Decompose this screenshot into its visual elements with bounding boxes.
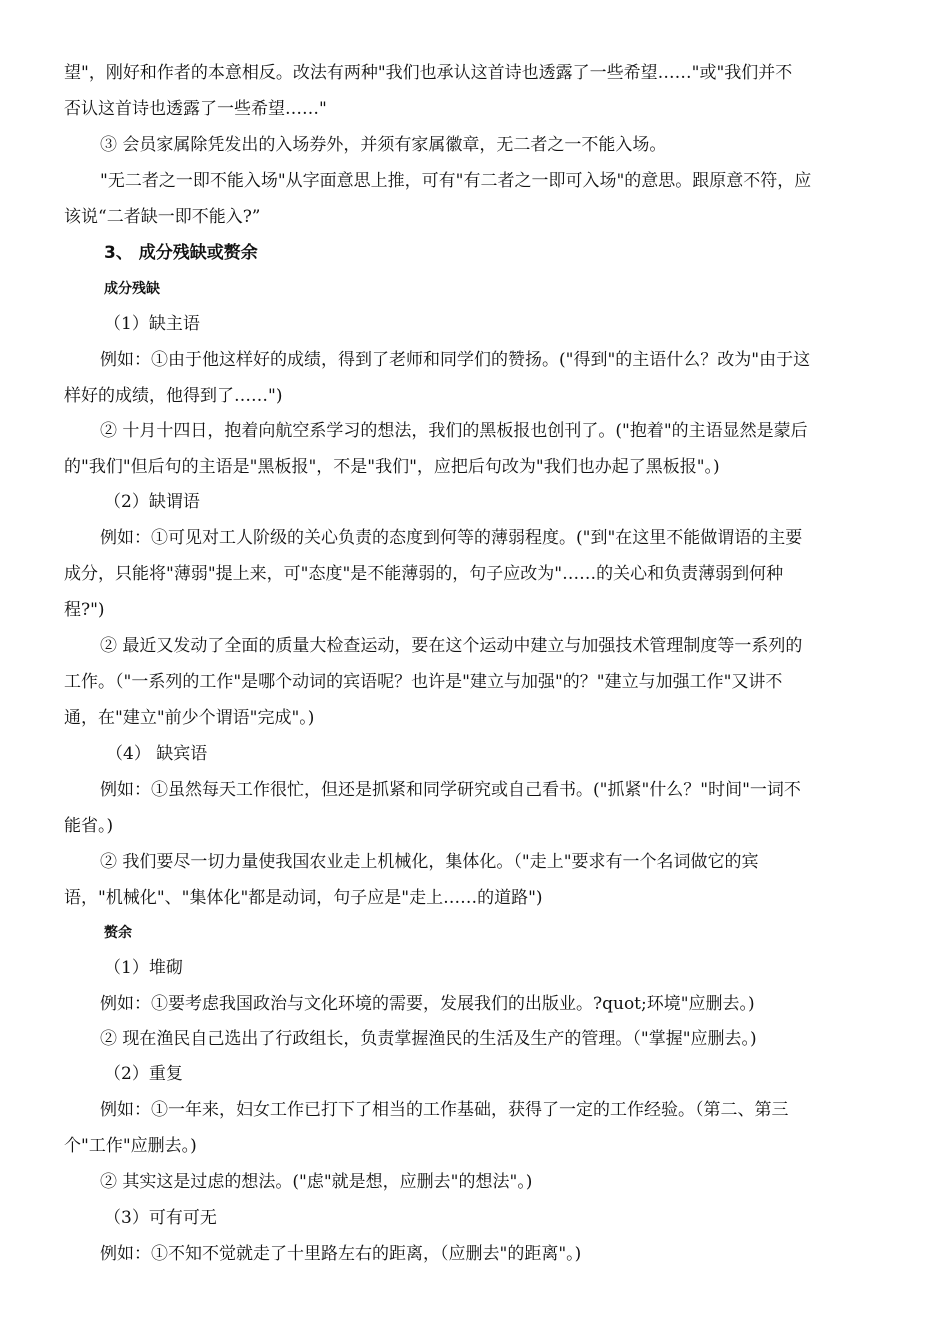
text-line: ③ 会员家属除凭发出的入场券外，并须有家属徽章，无二者之一不能入场。 bbox=[100, 135, 667, 155]
text-line: 望"，刚好和作者的本意相反。改法有两种"我们也承认这首诗也透露了一些希望……"或"我们并不 bbox=[64, 63, 793, 83]
text-line: ② 最近又发动了全面的质量大检查运动，要在这个运动中建立与加强技术管理制度等一系列的 bbox=[100, 636, 803, 656]
text-line: 否认这首诗也透露了一些希望……" bbox=[64, 99, 327, 119]
item-heading: （3）可有可无 bbox=[104, 1208, 217, 1228]
text-line: ② 其实这是过虑的想法。("虑"就是想，应删去"的想法"。) bbox=[100, 1172, 533, 1192]
section-heading: 3、 成分残缺或赘余 bbox=[104, 243, 258, 263]
text-line: 样好的成绩，他得到了……") bbox=[64, 386, 283, 406]
subsection-heading: 赘余 bbox=[104, 925, 132, 941]
text-line: 例如：①可见对工人阶级的关心负责的态度到何等的薄弱程度。("到"在这里不能做谓语的主要 bbox=[100, 528, 803, 548]
text-line: 通，在"建立"前少个谓语"完成"。) bbox=[64, 708, 315, 728]
item-heading: （4） 缺宾语 bbox=[106, 744, 208, 764]
text-line: 例如：①由于他这样好的成绩，得到了老师和同学们的赞扬。("得到"的主语什么？改为"由于这 bbox=[100, 350, 811, 370]
text-line: ② 现在渔民自己选出了行政组长，负责掌握渔民的生活及生产的管理。（"掌握"应删去。) bbox=[100, 1029, 757, 1049]
text-line: 例如：①虽然每天工作很忙，但还是抓紧和同学研究或自己看书。("抓紧"什么？"时间"一词不 bbox=[100, 780, 801, 800]
text-line: 例如：①要考虑我国政治与文化环境的需要，发展我们的出版业。?quot;环境"应删去。) bbox=[100, 994, 755, 1014]
text-line: 工作。（"一系列的工作"是哪个动词的宾语呢？也许是"建立与加强"的？"建立与加强工作"又讲不 bbox=[64, 672, 783, 692]
text-line: 例如：①一年来，妇女工作已打下了相当的工作基础，获得了一定的工作经验。（第二、第三 bbox=[100, 1100, 789, 1120]
text-line: ② 我们要尽一切力量使我国农业走上机械化，集体化。（"走上"要求有一个名词做它的宾 bbox=[100, 852, 759, 872]
text-line: 个"工作"应删去。) bbox=[64, 1136, 197, 1156]
item-heading: （1）缺主语 bbox=[104, 314, 200, 334]
subsection-heading: 成分残缺 bbox=[104, 281, 160, 297]
item-heading: （2）重复 bbox=[104, 1064, 183, 1084]
item-heading: （1）堆砌 bbox=[104, 958, 183, 978]
text-line: 能省。) bbox=[64, 816, 114, 836]
text-line: 该说“二者缺一即不能入?” bbox=[64, 207, 261, 227]
text-line: 语，"机械化"、"集体化"都是动词，句子应是"走上……的道路") bbox=[64, 888, 543, 908]
text-line: 例如：①不知不觉就走了十里路左右的距离，（应删去"的距离"。) bbox=[100, 1244, 582, 1264]
text-line: 的"我们"但后句的主语是"黑板报"，不是"我们"，应把后句改为"我们也办起了黑板报"。) bbox=[64, 457, 720, 477]
text-line: 程?") bbox=[64, 600, 105, 620]
text-line: ② 十月十四日，抱着向航空系学习的想法，我们的黑板报也创刊了。("抱着"的主语显然是蒙后 bbox=[100, 421, 808, 441]
text-line: "无二者之一即不能入场"从字面意思上推，可有"有二者之一即可入场"的意思。跟原意不符，应 bbox=[100, 171, 812, 191]
text-line: 成分，只能将"薄弱"提上来，可"态度"是不能薄弱的，句子应改为"……的关心和负责薄弱到何种 bbox=[64, 564, 784, 584]
item-heading: （2）缺谓语 bbox=[104, 492, 200, 512]
